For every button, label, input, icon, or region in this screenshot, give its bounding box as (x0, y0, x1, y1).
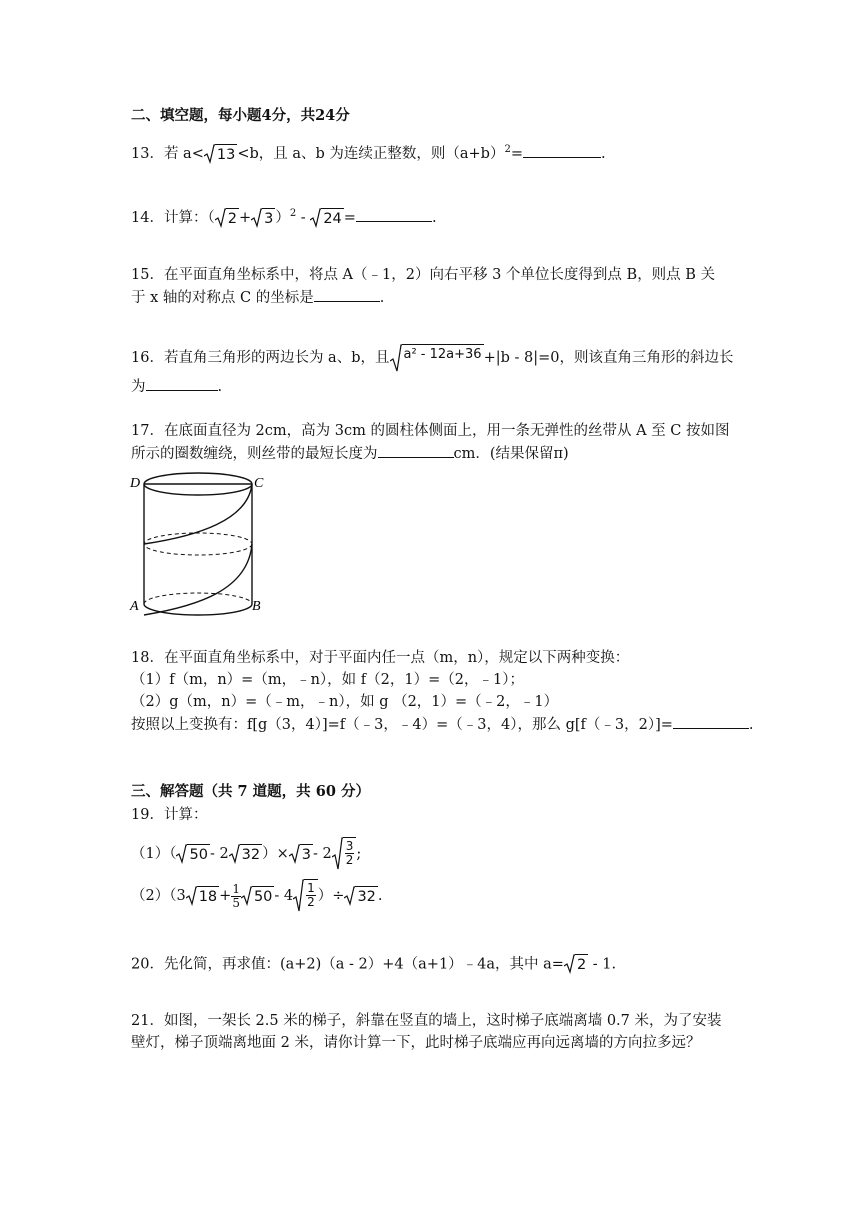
answer-blank-16[interactable] (146, 376, 218, 391)
cylinder-figure (128, 470, 268, 620)
section-2-heading: 二、填空题，每小题4分，共24分 (131, 107, 350, 124)
question-13: 13．若 a< 13 <b，且 a、b 为连续正整数，则$(a+b)^2=$ . (131, 144, 606, 163)
question-21-line-2: 壁灯，梯子顶端离地面 2 米，请你计算一下，此时梯子底端应再向远离墙的方向拉多远？ (131, 1035, 701, 1051)
question-16-line-2: 为 . (131, 376, 222, 397)
answer-blank-17[interactable] (378, 443, 454, 458)
label-B: B (252, 599, 261, 614)
question-15-line-2: 于 x 轴的对称点 C 的坐标是 . (131, 287, 384, 308)
question-19-part-1: （1）（ 50 - 2 32 ）× 3 - 2 $\frac{3}{2}$ ; (131, 834, 361, 874)
sqrt-13: 13 (204, 144, 237, 165)
question-21-line-1: 21．如图，一架长 2.5 米的梯子，斜靠在竖直的墙上，这时梯子底端离墙 0.7 米，为了安装 (131, 1013, 722, 1029)
answer-blank-14[interactable] (356, 207, 432, 222)
question-18-line-2: （1）f（m，n）=（m，﹣n），如 f（2，1）=（2，﹣1）； (131, 672, 524, 688)
question-19-title: 19．计算： (131, 807, 208, 823)
label-A: A (130, 599, 139, 614)
question-17-line-1: 17．在底面直径为 2cm，高为 3cm 的圆柱体侧面上，用一条无弹性的丝带从 A 至 C 按如图 (131, 423, 730, 439)
question-18-line-4: 按照以上变换有：f[g（3，4）]=f（﹣3，﹣4）=（﹣3，4），那么 g[f（﹣3，2）]= . (131, 714, 754, 735)
sqrt-expression: a² - 12a+36 (390, 344, 484, 372)
label-C: C (254, 476, 264, 491)
section-3-heading: 三、解答题（共 7 道题，共 60 分） (131, 783, 370, 800)
question-17-line-2: 所示的圈数缠绕，则丝带的最短长度为 cm．(结果保留π) (131, 443, 569, 464)
answer-blank-15[interactable] (314, 287, 380, 302)
question-18-line-3: （2）g（m，n）=（﹣m，﹣n），如 g （2，1）=（﹣2，﹣1） (131, 694, 559, 710)
label-D: D (130, 476, 141, 491)
answer-blank-18[interactable] (673, 714, 749, 729)
question-15-line-1: 15．在平面直角坐标系中，将点 A（﹣1，2）向右平移 3 个单位长度得到点 B，则点 B 关 (131, 267, 716, 283)
question-19-part-2: （2）（3 18 + $\frac{1}{5}$ 50 - 4 $\frac{1}{2}$ ）÷ 32 . (131, 874, 383, 918)
answer-blank-13[interactable] (523, 143, 601, 158)
question-20: 20．先化简，再求值：(a+2)（a - 2）+4（a+1）﹣4a，其中 a= 2 - 1. (131, 954, 616, 975)
question-16-line-1: 16．若直角三角形的两边长为 a、b，且 a² - 12a+36 +|b - 8|=0，则该直角三角形的斜边长 (131, 344, 734, 372)
question-18-line-1: 18．在平面直角坐标系中，对于平面内任一点（m，n），规定以下两种变换： (131, 650, 630, 666)
question-14: 14．计算：（ 2 + 3 ）$^2$ - 24 = . (131, 208, 437, 227)
